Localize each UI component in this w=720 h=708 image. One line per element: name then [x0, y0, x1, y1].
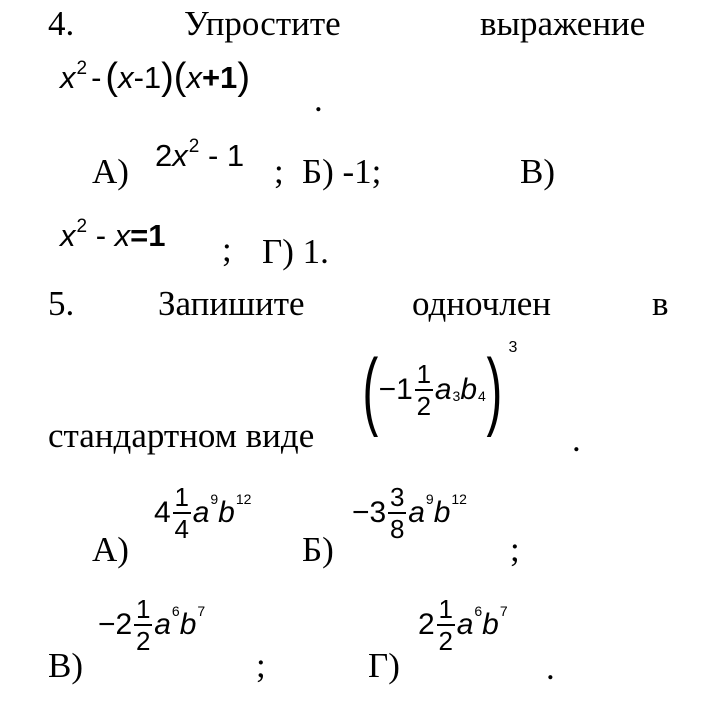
paren-close: ) [486, 342, 503, 438]
task5-option-v-expr [98, 596, 205, 654]
exponent: 2 [76, 58, 88, 79]
var-a: a [434, 373, 452, 406]
task5-option-v-sep: ; [256, 646, 266, 685]
var-a: a [154, 608, 171, 641]
var-x: x [172, 138, 188, 173]
whole-part: −1 [378, 373, 413, 406]
numerator: 1 [438, 594, 453, 624]
task5-line2: стандартном виде [48, 416, 315, 455]
task4-option-a-label: А) [92, 152, 129, 191]
numerator: 1 [135, 594, 151, 624]
exponent: 3 [452, 388, 461, 404]
denominator: 2 [416, 391, 432, 421]
minus-sign: - [87, 218, 115, 253]
task5-option-a-label: А) [92, 530, 129, 569]
fraction [415, 361, 433, 419]
exponent: 2 [76, 216, 88, 237]
coefficient: 2 [155, 138, 173, 173]
var-x: x [60, 218, 76, 253]
task5-option-g-label: Г) [368, 646, 400, 685]
var-b: b [482, 608, 499, 641]
paren-open: ( [173, 56, 187, 98]
task5-option-g-sep: . [546, 648, 555, 687]
task5-option-b-sep: ; [510, 530, 520, 569]
term: - 1 [199, 138, 245, 173]
var-x: x [186, 60, 202, 95]
var-x: x [60, 60, 76, 95]
task4-option-g: Г) 1. [262, 232, 329, 271]
var-a: a [192, 496, 210, 529]
exponent: 7 [197, 603, 206, 619]
task4-option-a-expr [155, 136, 245, 173]
paren-close: ) [237, 56, 250, 98]
task5-word-write: Запишите [158, 284, 305, 323]
fraction [173, 484, 191, 542]
exponent: 6 [171, 603, 180, 619]
task5-period: . [572, 420, 581, 459]
numerator: 3 [389, 482, 405, 512]
task5-option-a-expr [154, 484, 251, 542]
denominator: 2 [135, 626, 151, 656]
exponent: 12 [451, 491, 467, 507]
denominator: 8 [389, 514, 405, 544]
task5-option-g-expr [418, 596, 508, 654]
task4-expression [60, 56, 250, 100]
paren-close: ) [161, 56, 174, 98]
exponent: 7 [499, 603, 508, 619]
task4-number: 4. [48, 4, 75, 43]
var-x: x [118, 60, 134, 95]
var-b: b [179, 608, 197, 641]
var-x: x [114, 218, 131, 253]
task4-option-a-sep: ; [274, 152, 284, 191]
denominator: 2 [438, 626, 453, 656]
fraction [134, 596, 152, 654]
task4-option-b: Б) -1; [302, 152, 382, 191]
exponent: 9 [425, 491, 434, 507]
task5-word-monomial: одночлен [412, 284, 551, 323]
exponent: 9 [210, 491, 219, 507]
whole-part: 2 [418, 608, 435, 641]
task5-option-b-expr [352, 484, 467, 542]
term-minus-one: -1 [133, 60, 162, 95]
fraction [388, 484, 406, 542]
var-a: a [456, 608, 474, 641]
whole-part: −2 [98, 608, 133, 641]
task5-option-v-label: В) [48, 646, 83, 685]
task5-option-b-label: Б) [302, 530, 334, 569]
numerator: 1 [416, 359, 432, 389]
outer-exponent: 3 [508, 339, 518, 356]
paren-open: ( [362, 342, 379, 438]
whole-part: 4 [154, 496, 171, 529]
task4-word-expression: выражение [480, 4, 646, 43]
var-b: b [218, 496, 235, 529]
equals-one: =1 [130, 218, 166, 253]
exponent: 2 [188, 136, 200, 157]
task5-number: 5. [48, 284, 75, 323]
task4-option-v-expr [60, 216, 166, 253]
task4-option-v-label: В) [520, 152, 555, 191]
exponent: 6 [474, 603, 483, 619]
exponent: 12 [235, 491, 252, 507]
fraction [437, 596, 455, 654]
task4-option-v-sep: ; [222, 230, 232, 269]
task5-expression [356, 339, 518, 438]
exponent: 4 [478, 388, 486, 404]
paren-open: ( [105, 56, 119, 98]
numerator: 1 [174, 482, 189, 512]
minus-sign: - [91, 60, 102, 95]
var-a: a [408, 496, 425, 529]
term-plus-one: +1 [201, 60, 238, 95]
var-b: b [433, 496, 451, 529]
task5-word-in: в [652, 284, 669, 323]
whole-part: −3 [352, 496, 387, 529]
mixed-number [379, 361, 486, 419]
task4-period: . [314, 80, 323, 119]
var-b: b [460, 373, 478, 406]
task4-word-simplify: Упростите [184, 4, 341, 43]
denominator: 4 [174, 514, 189, 544]
